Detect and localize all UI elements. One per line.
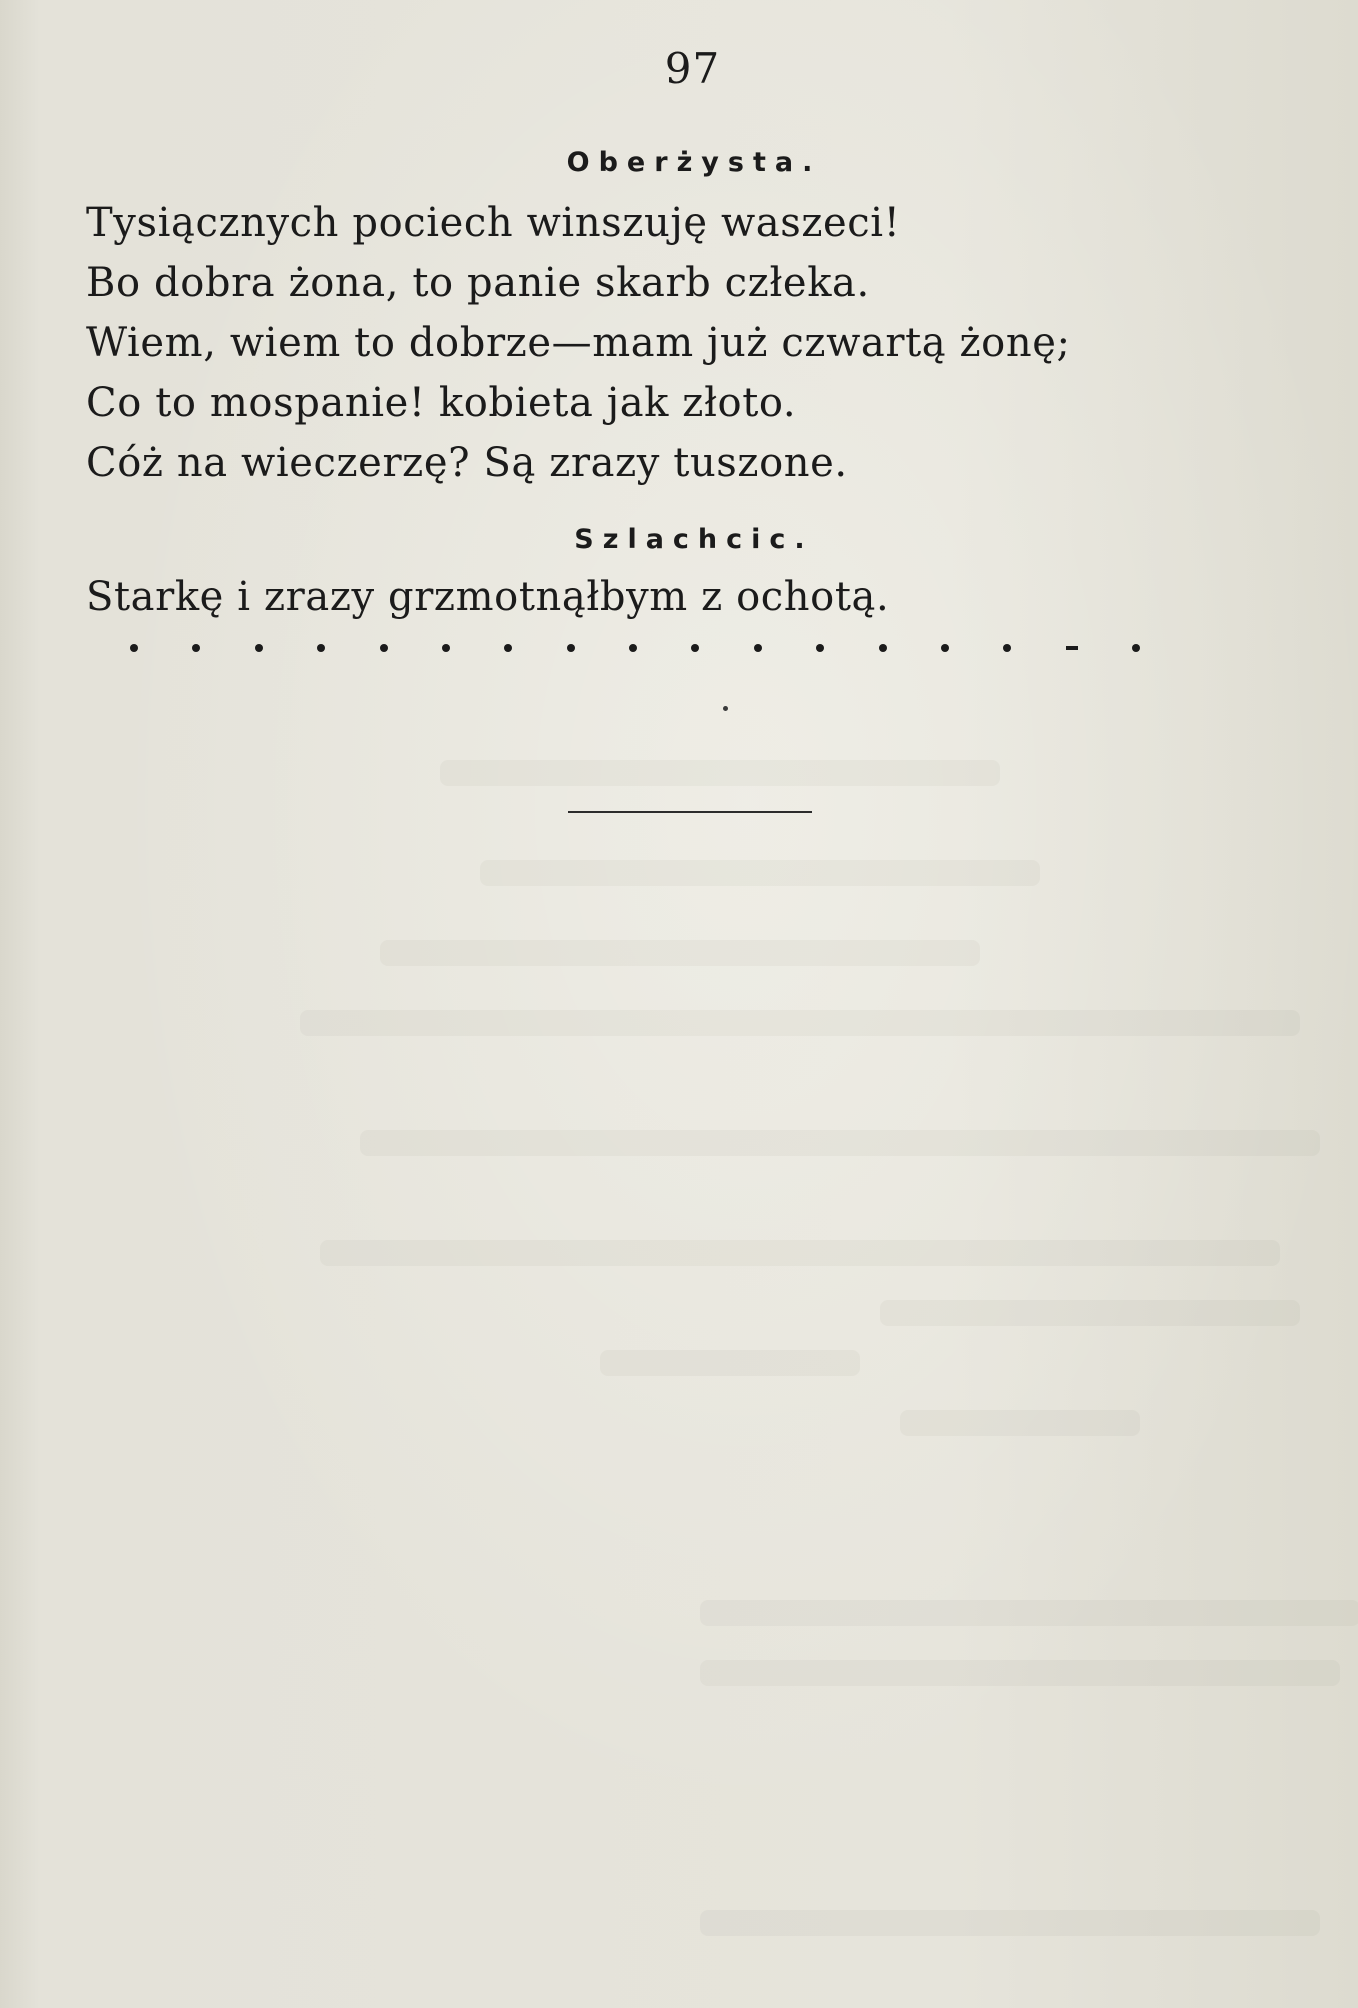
verse-line: Cóż na wieczerzę? Są zrazy tuszone. [86,440,848,486]
ellipsis-dot [629,644,637,652]
ellipsis-dot [380,644,388,652]
ellipsis-dash [1066,646,1078,650]
ellipsis-dot [691,644,699,652]
verse-block-nobleman [86,567,1306,627]
verse-line: Wiem, wiem to dobrze—mam już czwartą żonę; [86,320,1071,366]
ellipsis-dots-row [130,644,1140,652]
verse-line: Starkę i zrazy grzmotnąłbym z ochotą. [86,574,890,620]
ellipsis-dot [504,644,512,652]
speaker-heading-nobleman: Szlachcic. [574,524,814,555]
ellipsis-dot [255,644,263,652]
ellipsis-dot [442,644,450,652]
stray-ink-dot [723,706,728,711]
page-number: 97 [664,44,721,93]
verse-block-innkeeper [86,193,1306,493]
ellipsis-dot [192,644,200,652]
verse-line: Bo dobra żona, to panie skarb człeka. [86,260,870,306]
speaker-heading-innkeeper: Oberżysta. [566,147,822,178]
ellipsis-dot [317,644,325,652]
section-divider-rule [568,811,812,813]
ellipsis-dot [1132,644,1140,652]
ellipsis-dot [941,644,949,652]
ellipsis-dot [567,644,575,652]
ellipsis-dot [879,644,887,652]
verse-line: Tysiącznych pociech winszuję waszeci! [86,200,901,246]
ellipsis-dot [1003,644,1011,652]
ellipsis-dot [130,644,138,652]
verse-line: Co to mospanie! kobieta jak złoto. [86,380,797,426]
ellipsis-dot [754,644,762,652]
ellipsis-dot [816,644,824,652]
